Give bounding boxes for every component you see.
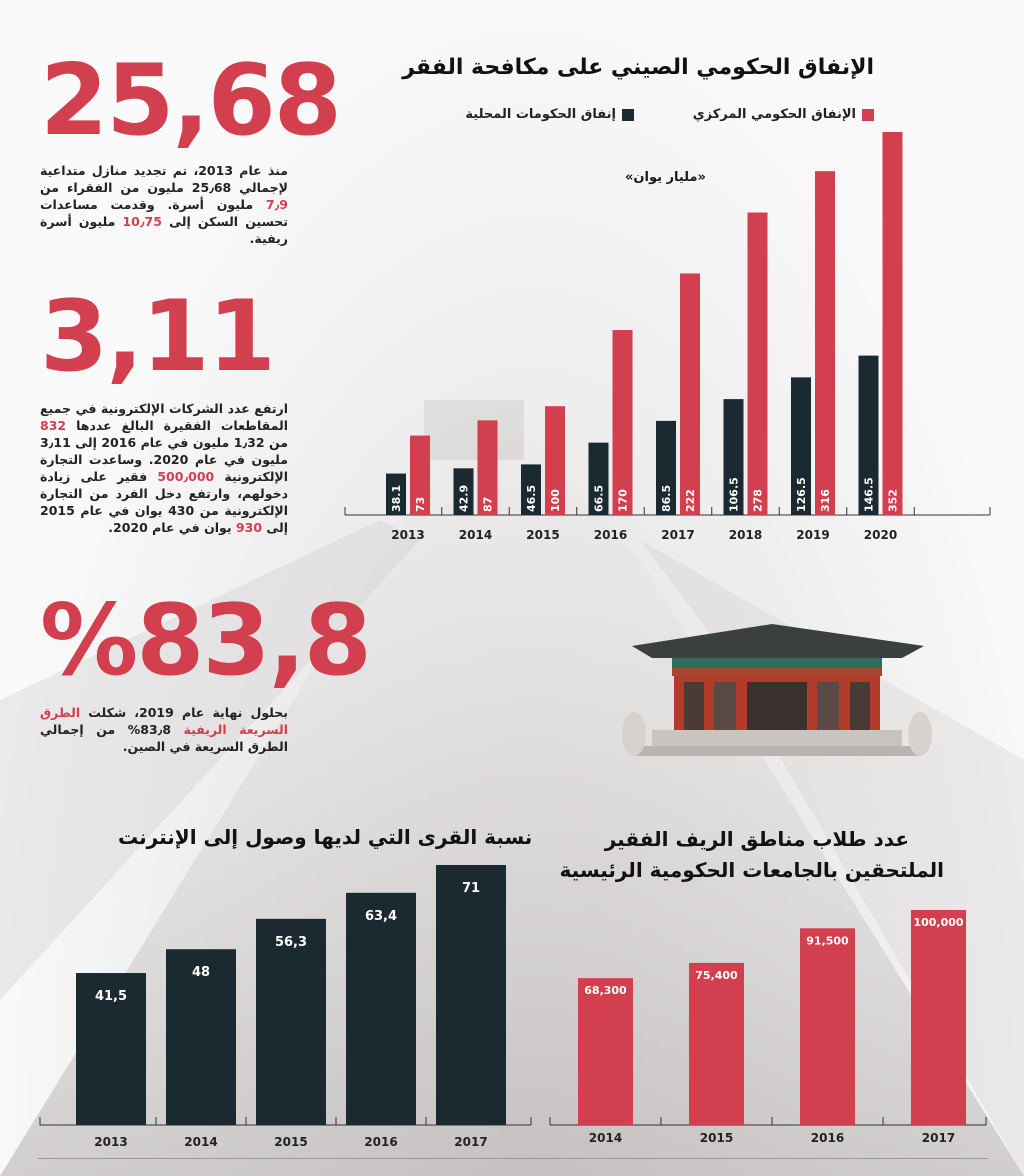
x-tick-label-2014: 2014 [184, 1135, 218, 1149]
stat-text-ecommerce [40, 400, 288, 536]
chart-title-students-line2: الملتحقين بالجامعات الحكومية الرئيسية [559, 858, 944, 882]
bar-central-2018 [748, 213, 768, 515]
data-label-local-2013: 38.1 [390, 484, 403, 512]
x-tick-label-2016: 2016 [364, 1135, 398, 1149]
data-label-central-2015: 100 [549, 489, 562, 512]
legend-label-local: إنفاق الحكومات المحلية [465, 107, 616, 122]
data-label-local-2019: 126.5 [795, 477, 808, 512]
x-tick-label-2013: 2013 [94, 1135, 128, 1149]
highlighted-figure: 930 [235, 520, 263, 535]
legend-swatch-central [862, 109, 874, 121]
paragraph-fragment: من 1٫32 مليون في عام 2016 إلى 3٫11 مليون في عام 2020. وساعدت التجارة الإلكترونية [40, 435, 289, 484]
data-label-students-2017: 100,000 [913, 916, 964, 929]
bar-central-2020 [883, 132, 903, 515]
chart-title-internet: نسبة القرى التي لديها وصول إلى الإنترنت [118, 825, 533, 849]
data-label-local-2018: 106.5 [727, 477, 741, 512]
x-tick-label-2016: 2016 [810, 1131, 845, 1145]
paragraph-fragment: منذ عام 2013، تم تجديد منازل متداعية لإجمالي 25٫68 مليون من الفقراء من [40, 163, 288, 195]
x-tick-label-2018: 2018 [728, 528, 763, 542]
stat-text-roads [40, 704, 288, 755]
chart-title-spending: الإنفاق الحكومي الصيني على مكافحة الفقر [402, 55, 874, 80]
stat-number-roads: %83,8 [40, 584, 370, 698]
data-label-local-2017: 86.5 [660, 484, 673, 512]
x-tick-label-2015: 2015 [274, 1135, 308, 1149]
legend-central [693, 107, 874, 122]
highlighted-figure: 832 [40, 418, 67, 433]
chart-unit-label: «مليار يوان» [625, 170, 706, 185]
bar-central-2019 [815, 171, 835, 515]
data-label-students-2016: 91,500 [806, 934, 849, 948]
data-label-internet-2017: 71 [461, 881, 481, 896]
paragraph-fragment: 83٫8% من إجمالي الطرق السريعة في الصين. [40, 722, 288, 754]
bar-students-2015 [689, 963, 744, 1125]
bar-central-2016 [613, 330, 633, 515]
x-tick-label-2017: 2017 [454, 1135, 488, 1149]
data-label-local-2016: 66.5 [592, 484, 606, 512]
pavilion-illustration [612, 618, 942, 768]
bar-students-2014 [578, 978, 633, 1125]
bar-internet-2017 [436, 865, 506, 1125]
paragraph-fragment: مليون أسرة ريفية. [40, 214, 288, 246]
data-label-local-2015: 46.5 [525, 484, 538, 512]
data-label-internet-2016: 63,4 [364, 908, 398, 924]
x-tick-label-2014: 2014 [588, 1131, 623, 1145]
x-tick-label-2015: 2015 [699, 1131, 734, 1145]
highlighted-figure: 7٫9 [265, 197, 288, 212]
data-label-central-2019: 316 [819, 489, 832, 512]
data-label-students-2014: 68,300 [584, 984, 627, 998]
bar-central-2017 [680, 273, 700, 515]
paragraph-fragment: بحلول نهاية عام 2019، شكلت [80, 705, 288, 720]
legend-local [465, 107, 634, 122]
data-label-internet-2014: 48 [191, 965, 211, 981]
paragraph-fragment: ارتفع عدد الشركات الإلكترونية في جميع المقاطعات الفقيرة البالغ عددها [40, 401, 288, 433]
paragraph-fragment: فقير على زيادة دخولهم، وارتفع دخل الفرد من التجارة الإلكترونية من 430 يوان في عام 2015 إلى [40, 469, 288, 535]
data-label-central-2014: 87 [481, 496, 495, 512]
x-tick-label-2017: 2017 [661, 528, 695, 542]
stat-text-houses [40, 162, 288, 247]
data-label-local-2014: 42.9 [457, 484, 471, 512]
bottom-divider [38, 1158, 988, 1159]
data-label-internet-2015: 56,3 [274, 934, 308, 950]
highlighted-figure: الطرق السريعة الريفية [40, 705, 288, 737]
bar-students-2016 [800, 928, 855, 1125]
stat-number-ecommerce: 3,11 [40, 280, 274, 394]
data-label-internet-2013: 41,5 [94, 989, 128, 1005]
paragraph-fragment: مليون أسرة. وقدمت مساعدات تحسين السكن إلى [40, 197, 289, 229]
bar-students-2017 [911, 910, 966, 1125]
data-label-students-2015: 75,400 [695, 968, 738, 982]
x-tick-label-2019: 2019 [796, 528, 830, 542]
stat-number-houses: 25,68 [40, 44, 340, 158]
data-label-central-2018: 278 [751, 489, 765, 512]
legend-swatch-local [622, 109, 634, 121]
x-tick-label-2013: 2013 [391, 528, 425, 542]
x-tick-label-2020: 2020 [863, 528, 898, 542]
chart-students [548, 900, 988, 1150]
legend-label-central: الإنفاق الحكومي المركزي [692, 107, 856, 122]
x-tick-label-2015: 2015 [526, 528, 560, 542]
bar-internet-2016 [346, 893, 416, 1125]
highlighted-figure: 10٫75 [122, 214, 162, 229]
data-label-central-2017: 222 [684, 489, 697, 512]
chart-title-students-line1: عدد طلاب مناطق الريف الفقير [604, 827, 909, 851]
chart-spending [340, 125, 1000, 555]
paragraph-fragment: يوان في عام 2020. [108, 520, 236, 535]
chart-internet [38, 860, 533, 1150]
data-label-central-2020: 352 [886, 489, 900, 512]
x-tick-label-2014: 2014 [458, 528, 493, 542]
data-label-local-2020: 146.5 [862, 477, 876, 512]
x-tick-label-2016: 2016 [593, 528, 628, 542]
data-label-central-2016: 170 [616, 489, 630, 512]
data-label-central-2013: 73 [414, 496, 427, 512]
x-tick-label-2017: 2017 [921, 1131, 956, 1145]
highlighted-figure: 500٫000 [157, 469, 215, 484]
